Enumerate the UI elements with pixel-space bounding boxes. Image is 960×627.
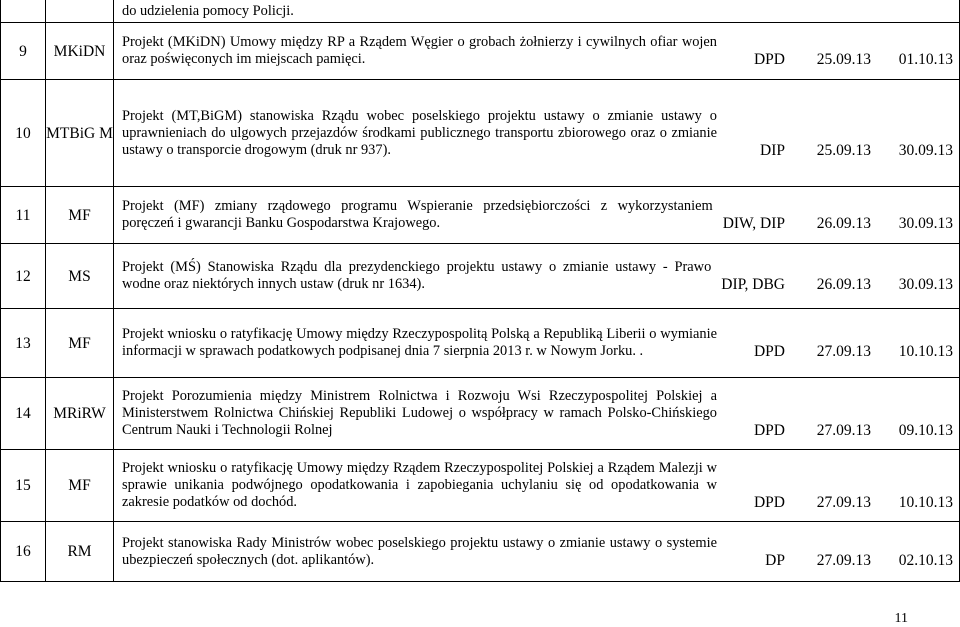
page-number: 11	[894, 611, 908, 626]
row-description-wrap	[122, 460, 953, 511]
row-department: DPD	[753, 343, 785, 360]
row-organization: MF	[46, 450, 114, 522]
row-department: DPD	[753, 494, 785, 511]
row-description-wrap	[122, 198, 953, 232]
row-meta	[711, 276, 953, 293]
row-description-wrap	[122, 259, 953, 293]
row-description: Projekt wniosku o ratyfikację Umowy między Rzeczypospolitą Polską a Republiką Liberii o wymianie informacji w sprawach podatkowych podpisanej dnia 7 sierpnia 2013 r. w Nowym Jorku. .	[122, 326, 717, 359]
row-date-deadline: 30.09.13	[898, 215, 953, 232]
row-number: 12	[1, 244, 46, 309]
row-description-wrap	[122, 326, 953, 360]
row-date-deadline: 10.10.13	[898, 494, 953, 511]
row-organization: MF	[46, 187, 114, 244]
row-description: Projekt (MT,BiGM) stanowiska Rządu wobec poselskiego projektu ustawy o zmianie ustawy o uprawnieniach do ulgowych przejazdów środkami publicznego transportu zbiorowego oraz o zmianie ustawy o transporcie drogowym (druk nr 937).	[122, 107, 717, 158]
row-date-deadline: 30.09.13	[898, 276, 953, 293]
row-date-received: 26.09.13	[816, 276, 871, 293]
row-description-cell	[114, 0, 960, 23]
row-meta	[713, 215, 953, 232]
row-date-received: 27.09.13	[816, 343, 871, 360]
row-description-wrap	[122, 388, 953, 439]
table-row	[1, 522, 960, 582]
row-organization: MTBiG M	[46, 80, 114, 187]
row-description-cell	[114, 244, 960, 309]
row-meta	[717, 343, 953, 360]
row-number: 15	[1, 450, 46, 522]
row-number: 16	[1, 522, 46, 582]
row-description-cell	[114, 80, 960, 187]
table-row	[1, 378, 960, 450]
row-description-cell	[114, 450, 960, 522]
row-number: 10	[1, 80, 46, 187]
table-row	[1, 450, 960, 522]
row-description-cell	[114, 187, 960, 244]
row-number: 13	[1, 309, 46, 378]
row-description: Projekt (MŚ) Stanowiska Rządu dla prezydenckiego projektu ustawy o zmianie ustawy - Prawo wodne oraz niektórych innych ustaw (druk nr 1634).	[122, 259, 712, 292]
row-department: DP	[765, 551, 785, 569]
continuation-text: do udzielenia pomocy Policji.	[122, 2, 294, 19]
row-description: Projekt (MF) zmiany rządowego programu Wspieranie przedsiębiorczości z wykorzystaniem poręczeń i gwarancji Banku Gospodarstwa Krajowego.	[122, 198, 713, 231]
row-organization: RM	[46, 522, 114, 582]
row-date-received: 25.09.13	[816, 141, 871, 159]
row-number-cell	[1, 0, 46, 23]
table-row	[1, 23, 960, 80]
table-row	[1, 309, 960, 378]
row-description: Projekt wniosku o ratyfikację Umowy między Rządem Rzeczypospolitej Polskiej a Rządem Malezji w sprawie unikania podwójnego opodatkowania i zapobiegania uchylaniu się od opodatkowania w zakresie podatków od dochód.	[122, 460, 717, 510]
table-row	[1, 187, 960, 244]
row-date-received: 25.09.13	[816, 51, 871, 68]
row-description-cell	[114, 23, 960, 80]
row-description-wrap	[122, 34, 953, 68]
row-date-deadline: 09.10.13	[898, 422, 953, 439]
row-description-cell	[114, 378, 960, 450]
row-date-received: 27.09.13	[816, 551, 871, 569]
row-meta	[717, 552, 953, 569]
row-description: Projekt Porozumienia między Ministrem Rolnictwa i Rozwoju Wsi Rzeczypospolitej Polskiej a Ministerstwem Rolnictwa Chińskiej Republiki Ludowej o współpracy w ramach Polsko-Chińskiego Centrum Nauki i Technologii Rolnej	[122, 388, 717, 438]
row-date-received: 27.09.13	[816, 422, 871, 439]
row-date-received: 26.09.13	[816, 215, 871, 232]
row-department: DIW, DIP	[722, 215, 785, 232]
table-row-continuation	[1, 0, 960, 23]
row-org-cell	[46, 0, 114, 23]
row-description-cell	[114, 309, 960, 378]
row-meta	[717, 142, 953, 159]
row-meta	[717, 494, 953, 511]
row-organization: MS	[46, 244, 114, 309]
row-description: Projekt stanowiska Rady Ministrów wobec poselskiego projektu ustawy o zmianie ustawy o systemie ubezpieczeń społecznych (dot. aplikantów).	[122, 534, 717, 568]
row-meta	[717, 422, 953, 439]
row-department: DIP, DBG	[721, 276, 785, 293]
row-organization: MRiRW	[46, 378, 114, 450]
row-description-wrap	[122, 108, 953, 159]
row-department: DIP	[760, 141, 785, 159]
row-description-wrap	[122, 535, 953, 569]
row-date-deadline: 02.10.13	[898, 551, 953, 569]
row-date-deadline: 30.09.13	[898, 141, 953, 159]
row-organization: MKiDN	[46, 23, 114, 80]
row-date-deadline: 10.10.13	[898, 343, 953, 360]
row-number: 14	[1, 378, 46, 450]
table-row	[1, 80, 960, 187]
row-organization: MF	[46, 309, 114, 378]
row-meta	[717, 51, 953, 68]
row-description-cell	[114, 522, 960, 582]
row-department: DPD	[753, 422, 785, 439]
row-description: Projekt (MKiDN) Umowy między RP a Rządem Węgier o grobach żołnierzy i cywilnych ofiar wojen oraz poświęconych im miejscach pamięci.	[122, 34, 717, 67]
row-number: 9	[1, 23, 46, 80]
row-department: DPD	[753, 51, 785, 68]
table-row	[1, 244, 960, 309]
row-date-deadline: 01.10.13	[898, 51, 953, 68]
row-date-received: 27.09.13	[816, 494, 871, 511]
row-number: 11	[1, 187, 46, 244]
